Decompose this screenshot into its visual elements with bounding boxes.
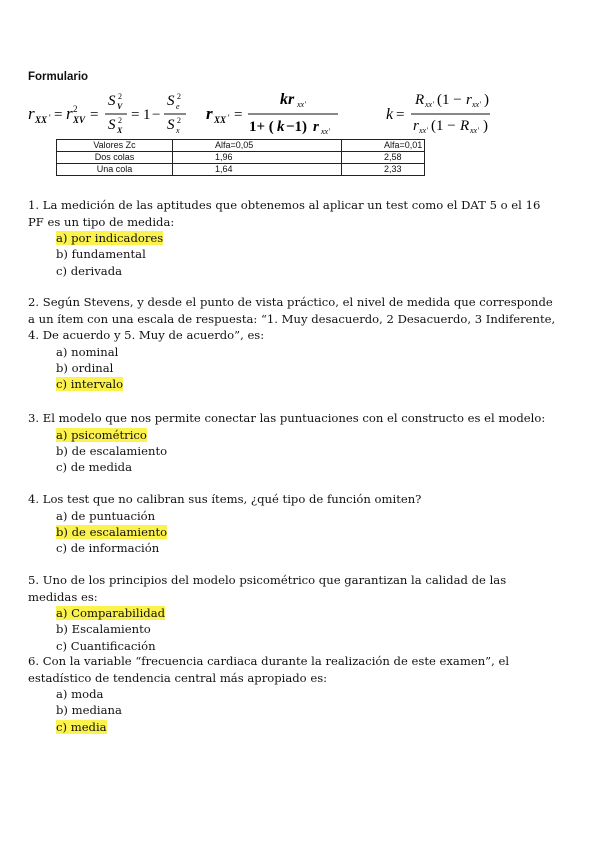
zc-values-table — [56, 139, 425, 176]
svg-text:=: = — [234, 107, 243, 123]
svg-text:xx': xx' — [297, 100, 306, 109]
question-2 — [28, 294, 556, 392]
svg-text:(1 −: (1 − — [431, 118, 456, 134]
svg-text:1: 1 — [143, 107, 151, 123]
svg-text:=: = — [396, 107, 405, 123]
svg-text:e: e — [176, 102, 180, 111]
question-stem: 2. Según Stevens, y desde el punto de vista práctico, el nivel de medida que corresponde a un ítem con una escala de respuesta: “1. Muy desacuerdo, 2 Desacuerdo, 3 Indiferente, 4. De acuerdo y 5. Muy de acuerdo”, es: — [28, 295, 556, 342]
svg-text:r: r — [466, 92, 472, 108]
answer-option-text: a) Comparabilidad — [56, 606, 166, 620]
answer-option-text: c) media — [56, 719, 107, 734]
svg-text:XX: XX — [214, 115, 227, 125]
formulario-title: Formulario — [28, 71, 89, 83]
svg-text:xx': xx' — [470, 126, 479, 135]
answer-option[interactable] — [56, 263, 556, 279]
svg-text:R: R — [415, 92, 425, 108]
svg-text:xx': xx' — [419, 126, 428, 135]
reliability-formulas — [28, 88, 588, 138]
question-5 — [28, 572, 556, 654]
table-header-cell: Alfa=0,05 — [173, 140, 342, 152]
answer-option-text: a) psicométrico — [56, 427, 147, 442]
answer-option[interactable] — [56, 638, 556, 654]
answer-option-text: a) por indicadores — [56, 231, 164, 245]
svg-text:−: − — [152, 107, 161, 123]
answer-options — [28, 230, 556, 279]
answer-option[interactable] — [56, 443, 556, 459]
answer-option[interactable] — [56, 344, 556, 360]
answer-option[interactable] — [56, 524, 556, 540]
answer-option[interactable] — [56, 376, 556, 392]
answer-option[interactable] — [56, 230, 556, 246]
table-cell: Dos colas — [57, 152, 173, 164]
svg-text:V: V — [117, 102, 123, 111]
answer-option[interactable] — [56, 427, 556, 443]
answer-option-text: c) de información — [56, 541, 160, 556]
answer-option[interactable] — [56, 621, 556, 637]
answer-option[interactable] — [56, 459, 556, 475]
table-cell: 2,58 — [342, 152, 425, 164]
answer-option[interactable] — [56, 702, 556, 718]
answer-option[interactable] — [56, 508, 556, 524]
svg-text:r: r — [413, 118, 419, 134]
answer-option-text: b) de escalamiento — [56, 443, 168, 458]
answer-option[interactable] — [56, 686, 556, 702]
question-stem: 3. El modelo que nos permite conectar las puntuaciones con el constructo es el modelo: — [28, 411, 546, 425]
svg-text:XX: XX — [35, 115, 48, 125]
svg-text:): ) — [483, 118, 488, 134]
answer-option-text: c) derivada — [56, 263, 123, 278]
answer-option-text: a) de puntuación — [56, 508, 156, 523]
svg-text:r: r — [66, 104, 73, 123]
question-1 — [28, 197, 556, 279]
svg-text:−1): −1) — [286, 119, 308, 135]
table-cell: 1,64 — [173, 164, 342, 176]
svg-text:k: k — [277, 119, 285, 135]
table-cell: 1,96 — [173, 152, 342, 164]
question-stem: 1. La medición de las aptitudes que obtenemos al aplicar un test como el DAT 5 o el 16 PF es un tipo de medida: — [28, 198, 541, 229]
svg-text:': ' — [228, 113, 230, 123]
answer-option-text: b) ordinal — [56, 360, 114, 375]
svg-text:=: = — [54, 107, 63, 123]
answer-option-text: b) Escalamiento — [56, 622, 151, 637]
answer-options — [28, 344, 556, 393]
question-stem: 5. Uno de los principios del modelo psicométrico que garantizan la calidad de las medidas es: — [28, 573, 507, 604]
svg-text:=: = — [131, 107, 140, 123]
table-header-cell: Valores Zc — [57, 140, 173, 152]
svg-text:): ) — [484, 92, 489, 108]
svg-text:k: k — [386, 106, 394, 123]
answer-option[interactable] — [56, 605, 556, 621]
question-stem: 6. Con la variable “frecuencia cardiaca durante la realización de este examen”, el estadístico de tendencia central más apropiado es: — [28, 654, 510, 685]
question-3 — [28, 410, 556, 475]
answer-option-text: a) nominal — [56, 344, 119, 359]
svg-text:X: X — [117, 126, 123, 135]
table-row — [57, 152, 425, 164]
answer-option-text: b) fundamental — [56, 247, 146, 262]
svg-text:1+ (: 1+ ( — [249, 119, 274, 135]
svg-text:xx': xx' — [425, 100, 434, 109]
answer-option[interactable] — [56, 719, 556, 735]
svg-text:=: = — [90, 107, 99, 123]
svg-text:2: 2 — [118, 92, 122, 101]
svg-text:2: 2 — [118, 116, 122, 125]
svg-text:S: S — [167, 93, 175, 109]
question-4 — [28, 491, 556, 556]
formula-block — [28, 88, 588, 138]
svg-text:XV: XV — [73, 115, 86, 125]
svg-text:xx': xx' — [321, 127, 330, 136]
table-cell: Una cola — [57, 164, 173, 176]
table-header-cell: Alfa=0,01 — [342, 140, 425, 152]
svg-text:kr: kr — [280, 91, 295, 108]
svg-text:x: x — [176, 126, 180, 135]
svg-text:r: r — [313, 119, 319, 135]
answer-options — [28, 427, 556, 476]
table-cell: 2,33 — [342, 164, 425, 176]
svg-text:2: 2 — [177, 92, 181, 101]
svg-text:r: r — [206, 104, 213, 123]
answer-option-text: c) Cuantificación — [56, 638, 156, 653]
answer-option-text: b) de escalamiento — [56, 524, 168, 539]
question-stem: 4. Los test que no calibran sus ítems, ¿qué tipo de función omiten? — [28, 492, 422, 506]
table-row — [57, 164, 425, 176]
answer-option[interactable] — [56, 360, 556, 376]
answer-options — [28, 508, 556, 557]
svg-text:xx': xx' — [472, 100, 481, 109]
svg-text:S: S — [167, 117, 175, 133]
table-header-row — [57, 140, 425, 152]
answer-option-text: c) de medida — [56, 460, 132, 475]
answer-option-text: a) moda — [56, 687, 104, 701]
answer-option-text: c) intervalo — [56, 377, 124, 392]
svg-text:r: r — [28, 104, 35, 123]
svg-text:(1 −: (1 − — [437, 92, 462, 108]
answer-options — [28, 605, 556, 654]
answer-options — [28, 686, 556, 735]
svg-text:S: S — [108, 93, 116, 109]
answer-option[interactable] — [56, 246, 556, 262]
svg-text:2: 2 — [177, 116, 181, 125]
svg-text:2: 2 — [73, 104, 78, 114]
svg-text:R: R — [460, 118, 470, 134]
answer-option-text: b) mediana — [56, 703, 122, 718]
question-6 — [28, 653, 556, 735]
answer-option[interactable] — [56, 540, 556, 556]
svg-text:S: S — [108, 117, 116, 133]
svg-text:': ' — [49, 113, 51, 123]
